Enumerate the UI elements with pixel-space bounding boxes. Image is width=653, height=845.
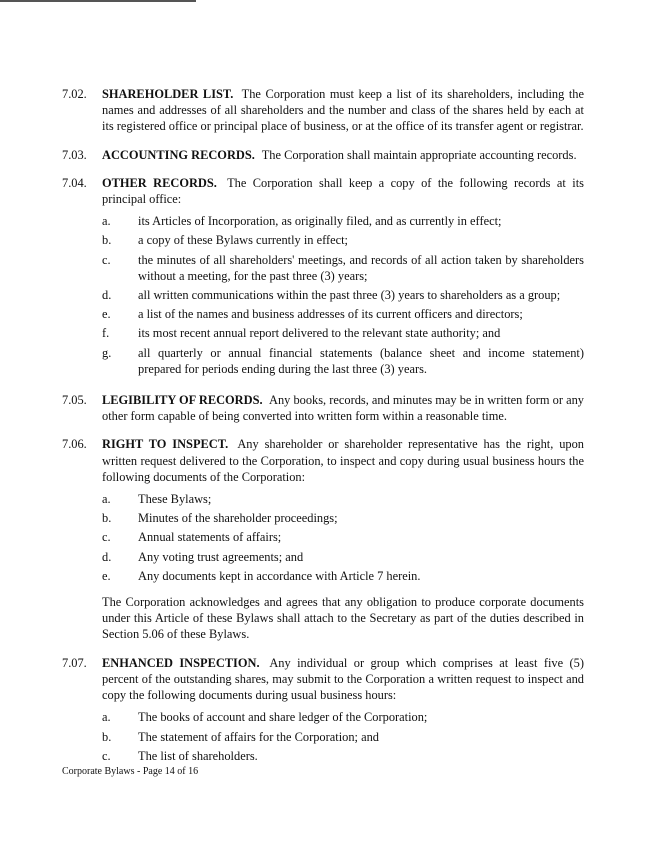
section-heading: ENHANCED INSPECTION. xyxy=(102,655,260,670)
list-item-letter: c. xyxy=(102,748,111,763)
list-item-text: The statement of affairs for the Corporation; and xyxy=(138,729,379,744)
section-body xyxy=(102,655,584,767)
list-item-letter: b. xyxy=(102,729,112,744)
list-item-text: its most recent annual report delivered to the relevant state authority; and xyxy=(138,326,501,341)
list-item-letter: c. xyxy=(102,530,111,545)
list-item-letter: e. xyxy=(102,307,111,322)
section-heading: RIGHT TO INSPECT. xyxy=(102,437,229,452)
section-number: 7.02. xyxy=(62,87,87,101)
section-number: 7.07. xyxy=(62,655,87,670)
top-rule xyxy=(0,0,196,2)
section-text: Any individual or group which comprises at least five (5) percent of the outstanding shares, may submit to the Corporation a written request to inspect and copy the following documents during usual business hours: xyxy=(102,655,584,703)
section-body xyxy=(102,175,584,380)
list-item xyxy=(102,709,584,725)
section-heading: LEGIBILITY OF RECORDS. xyxy=(102,393,263,408)
list-item-text: The books of account and share ledger of the Corporation; xyxy=(138,710,428,725)
enhanced-list xyxy=(102,709,584,764)
section-7-05 xyxy=(62,392,584,424)
section-number: 7.04. xyxy=(62,175,87,190)
list-item xyxy=(102,252,584,284)
list-item-letter: a. xyxy=(102,710,111,725)
list-item xyxy=(102,491,584,507)
section-number: 7.05. xyxy=(62,393,87,408)
section-text: The Corporation must keep a list of its shareholders, including the names and addresses of all shareholders and the number and class of the shares held by each at its registered office or principal place of business, or at the office of its transfer agent or registrar. xyxy=(102,87,584,134)
section-7-03 xyxy=(62,147,584,163)
list-item-letter: b. xyxy=(102,233,112,248)
section-body xyxy=(102,147,584,163)
section-heading: SHAREHOLDER LIST. xyxy=(102,87,234,101)
list-item xyxy=(102,287,584,303)
section-body xyxy=(102,392,584,424)
list-item-letter: e. xyxy=(102,568,111,583)
list-item-text: Any voting trust agreements; and xyxy=(138,549,304,564)
list-item xyxy=(102,549,584,565)
list-item-letter: f. xyxy=(102,326,110,341)
list-item-text: a copy of these Bylaws currently in effect; xyxy=(138,233,348,248)
list-item-letter: a. xyxy=(102,492,111,507)
closing-paragraph: The Corporation acknowledges and agrees that any obligation to produce corporate documents under this Article of these Bylaws shall attach to the Secretary as part of the duties described in Section 5.06 of these Bylaws. xyxy=(102,595,584,642)
section-7-04 xyxy=(62,175,584,380)
list-item-text: Minutes of the shareholder proceedings; xyxy=(138,511,338,526)
section-text: Any shareholder or shareholder representative has the right, upon written request delivered to the Corporation, to inspect and copy during usual business hours the following documents of the Corporation: xyxy=(102,437,584,484)
list-item-text: a list of the names and business addresses of its current officers and directors; xyxy=(138,307,523,322)
section-number: 7.03. xyxy=(62,147,87,162)
list-item xyxy=(102,729,584,745)
section-7-02 xyxy=(62,86,584,135)
list-item xyxy=(102,748,584,764)
list-item-text: all written communications within the past three (3) years to shareholders as a group; xyxy=(138,288,561,303)
section-body xyxy=(102,86,584,135)
list-item-text: These Bylaws; xyxy=(138,492,212,507)
list-item xyxy=(102,232,584,248)
section-7-07 xyxy=(62,655,584,767)
list-item xyxy=(102,306,584,322)
list-item-letter: g. xyxy=(102,345,112,360)
list-item-letter: c. xyxy=(102,252,111,267)
list-item xyxy=(102,345,584,377)
inspect-list xyxy=(102,491,584,584)
list-item-letter: b. xyxy=(102,511,112,526)
section-heading: OTHER RECORDS. xyxy=(102,175,217,190)
list-item-text: its Articles of Incorporation, as originally filed, and as currently in effect; xyxy=(138,214,502,229)
page-footer: Corporate Bylaws - Page 14 of 16 xyxy=(62,766,199,777)
list-item-letter: a. xyxy=(102,214,111,229)
list-item xyxy=(102,529,584,545)
section-heading: ACCOUNTING RECORDS. xyxy=(102,147,255,162)
list-item-letter: d. xyxy=(102,549,112,564)
section-body xyxy=(102,436,584,642)
section-7-06 xyxy=(62,436,584,642)
section-text: The Corporation shall keep a copy of the following records at its principal office: xyxy=(102,175,584,207)
section-number: 7.06. xyxy=(62,437,87,452)
section-text: The Corporation shall maintain appropriate accounting records. xyxy=(261,147,577,162)
records-list xyxy=(102,213,584,377)
list-item xyxy=(102,510,584,526)
list-item xyxy=(102,213,584,229)
list-item-text: Any documents kept in accordance with Article 7 herein. xyxy=(138,568,421,583)
document-body xyxy=(62,86,584,779)
section-text: Any books, records, and minutes may be in written form or any other form capable of being converted into written form within a reasonable time. xyxy=(102,393,584,424)
list-item-text: all quarterly or annual financial statements (balance sheet and income statement) prepared for periods ending during the last three (3) years. xyxy=(138,345,584,376)
list-item-letter: d. xyxy=(102,288,112,303)
list-item xyxy=(102,325,584,341)
list-item-text: Annual statements of affairs; xyxy=(138,530,282,545)
list-item-text: The list of shareholders. xyxy=(138,748,258,763)
list-item-text: the minutes of all shareholders' meetings, and records of all action taken by shareholders without a meeting, for the past three (3) years; xyxy=(138,252,584,283)
list-item xyxy=(102,568,584,584)
